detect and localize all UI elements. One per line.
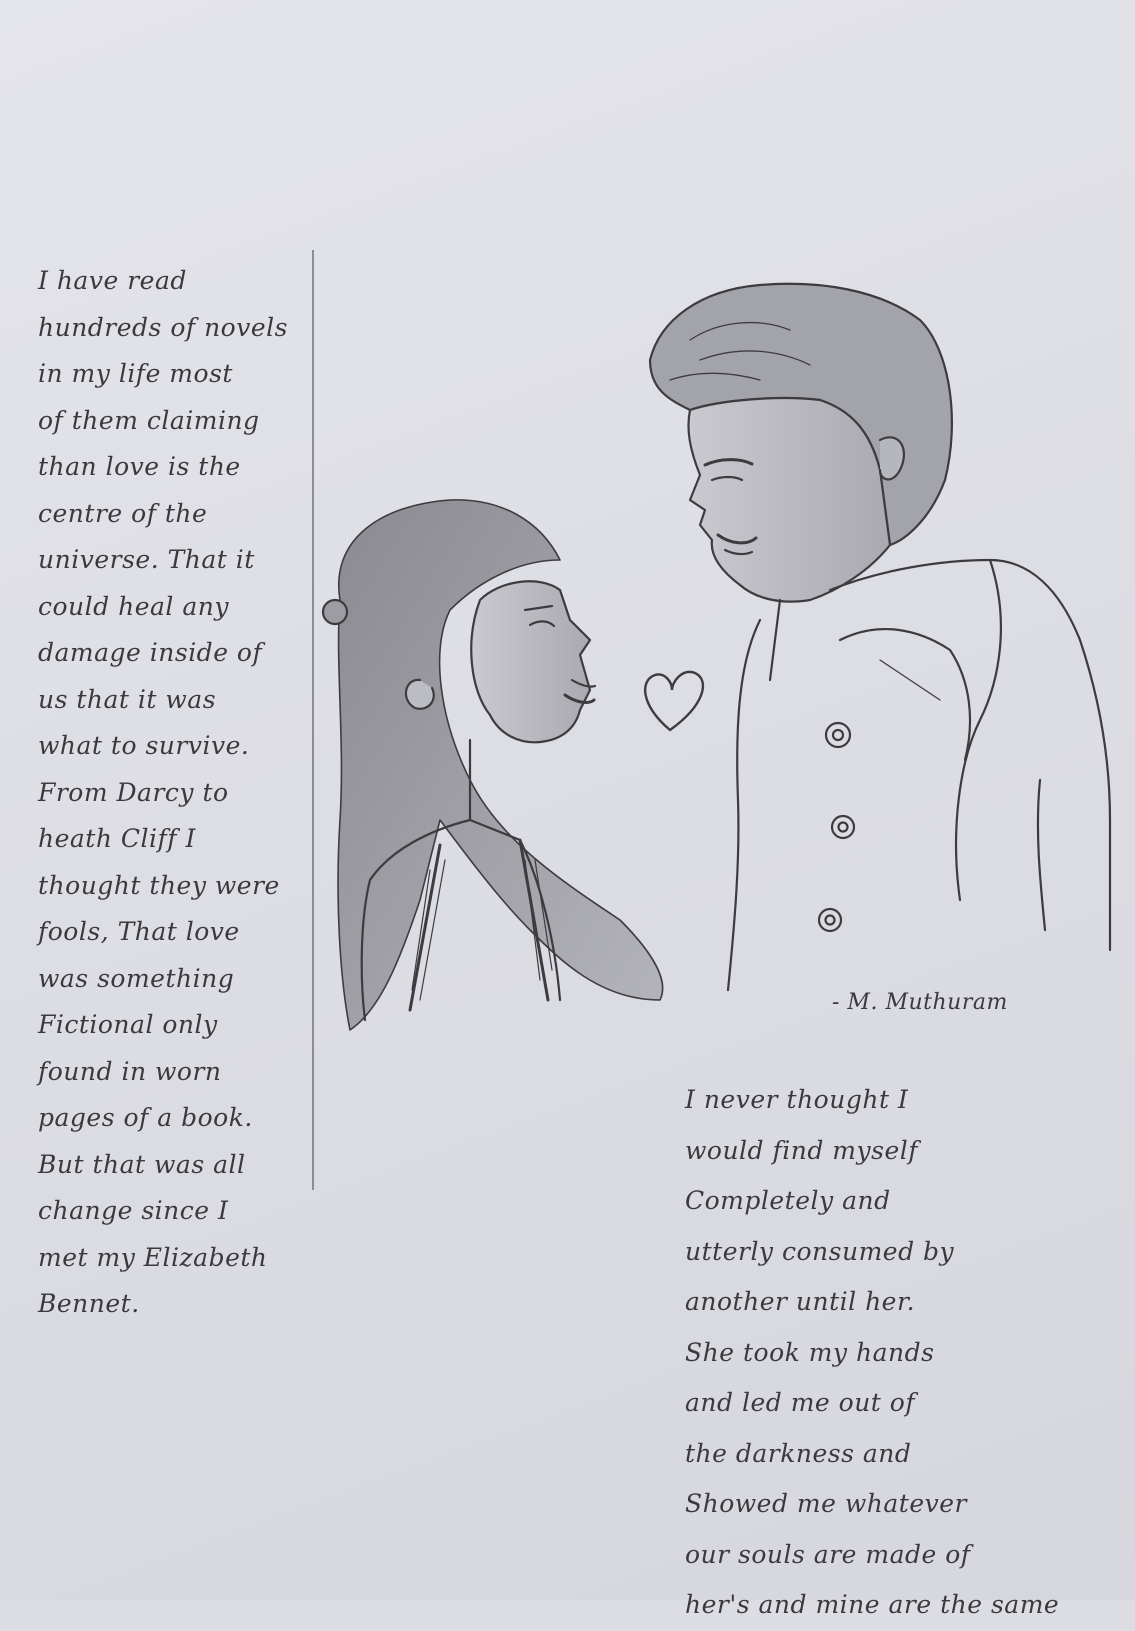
left-poem-line: hundreds of novels: [38, 312, 288, 342]
left-poem-line: thought they were: [38, 870, 280, 900]
right-poem-line: Showed me whatever: [685, 1489, 967, 1518]
left-poem-line: From Darcy to: [38, 777, 229, 807]
left-poem-line: pages of a book.: [38, 1103, 253, 1132]
left-poem-line: met my Elizabeth: [38, 1242, 268, 1272]
right-poem-line: the darkness and: [685, 1438, 912, 1468]
left-poem-line: than love is the: [38, 452, 241, 481]
right-poem-line: Completely and: [685, 1186, 891, 1215]
right-poem-line: would find myself: [685, 1135, 918, 1165]
left-poem-line: in my life most: [38, 359, 233, 388]
left-poem-line: I have read: [38, 266, 187, 295]
left-poem-line: Bennet.: [38, 1289, 140, 1318]
left-poem-line: could heal any: [38, 591, 229, 621]
man-figure: [650, 284, 1110, 990]
left-poem-line: us that it was: [38, 684, 217, 714]
left-poem-line: what to survive.: [38, 731, 250, 760]
artist-signature: - M. Muthuram: [832, 990, 1008, 1015]
left-poem-line: centre of the: [38, 498, 208, 528]
right-poem-line: utterly consumed by: [685, 1236, 955, 1266]
right-poem-line: another until her.: [685, 1287, 916, 1316]
left-poem-line: of them claiming: [38, 405, 260, 435]
right-poem-line: and led me out of: [685, 1388, 916, 1417]
hair-clip: [323, 600, 347, 624]
right-poem-line: I never thought I: [685, 1085, 909, 1114]
jacket-button: [832, 816, 854, 838]
right-poem-line: our souls are made of: [685, 1539, 971, 1569]
woman-figure: [323, 500, 663, 1030]
left-poem-line: universe. That it: [38, 545, 255, 574]
left-poem-line: fools, That love: [38, 917, 240, 946]
left-poem-line: But that was all: [38, 1149, 246, 1179]
left-poem-line: found in worn: [38, 1056, 222, 1086]
right-poem-line: her's and mine are the same: [685, 1590, 1060, 1619]
right-poem: [685, 1075, 1125, 1631]
left-poem-line: Fictional only: [38, 1010, 218, 1039]
left-poem-line: heath Cliff I: [38, 824, 196, 853]
heart-icon: [645, 672, 703, 730]
jacket-button: [826, 723, 850, 747]
left-poem-line: damage inside of: [38, 638, 263, 667]
left-poem-line: change since I: [38, 1196, 229, 1225]
jacket-button: [819, 909, 841, 931]
right-poem-line: She took my hands: [685, 1337, 935, 1367]
left-poem-line: was something: [38, 963, 235, 993]
